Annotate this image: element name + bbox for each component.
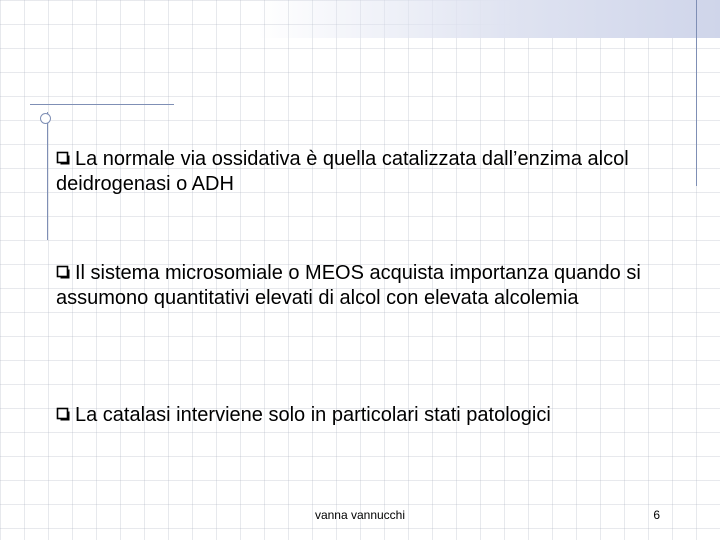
bullet-text: Il sistema microsomiale o MEOS acquista importanza quando si assumono quantitativi elevati di alcol con elevata alcolemia [56, 262, 641, 309]
bullet-text: La normale via ossidativa è quella catalizzata dall’enzima alcol deidrogenasi o ADH [56, 148, 629, 195]
hollow-square-bullet-icon [56, 407, 71, 422]
footer-author: vanna vannucchi [314, 508, 406, 522]
bullet-text: La catalasi interviene solo in particolari stati patologici [75, 404, 551, 426]
hollow-square-bullet-icon [56, 151, 71, 166]
horizontal-decorative-rule [30, 104, 174, 105]
bullet-item-adh [56, 147, 696, 197]
right-decorative-rule [696, 0, 697, 186]
ring-ornament-icon [40, 113, 51, 124]
vertical-decorative-rule [47, 112, 48, 240]
bullet-item-catalasi [56, 403, 696, 428]
header-gradient-band [258, 0, 720, 38]
hollow-square-bullet-icon [56, 265, 71, 280]
page-number: 6 [653, 508, 660, 522]
bullet-item-meos [56, 261, 696, 311]
